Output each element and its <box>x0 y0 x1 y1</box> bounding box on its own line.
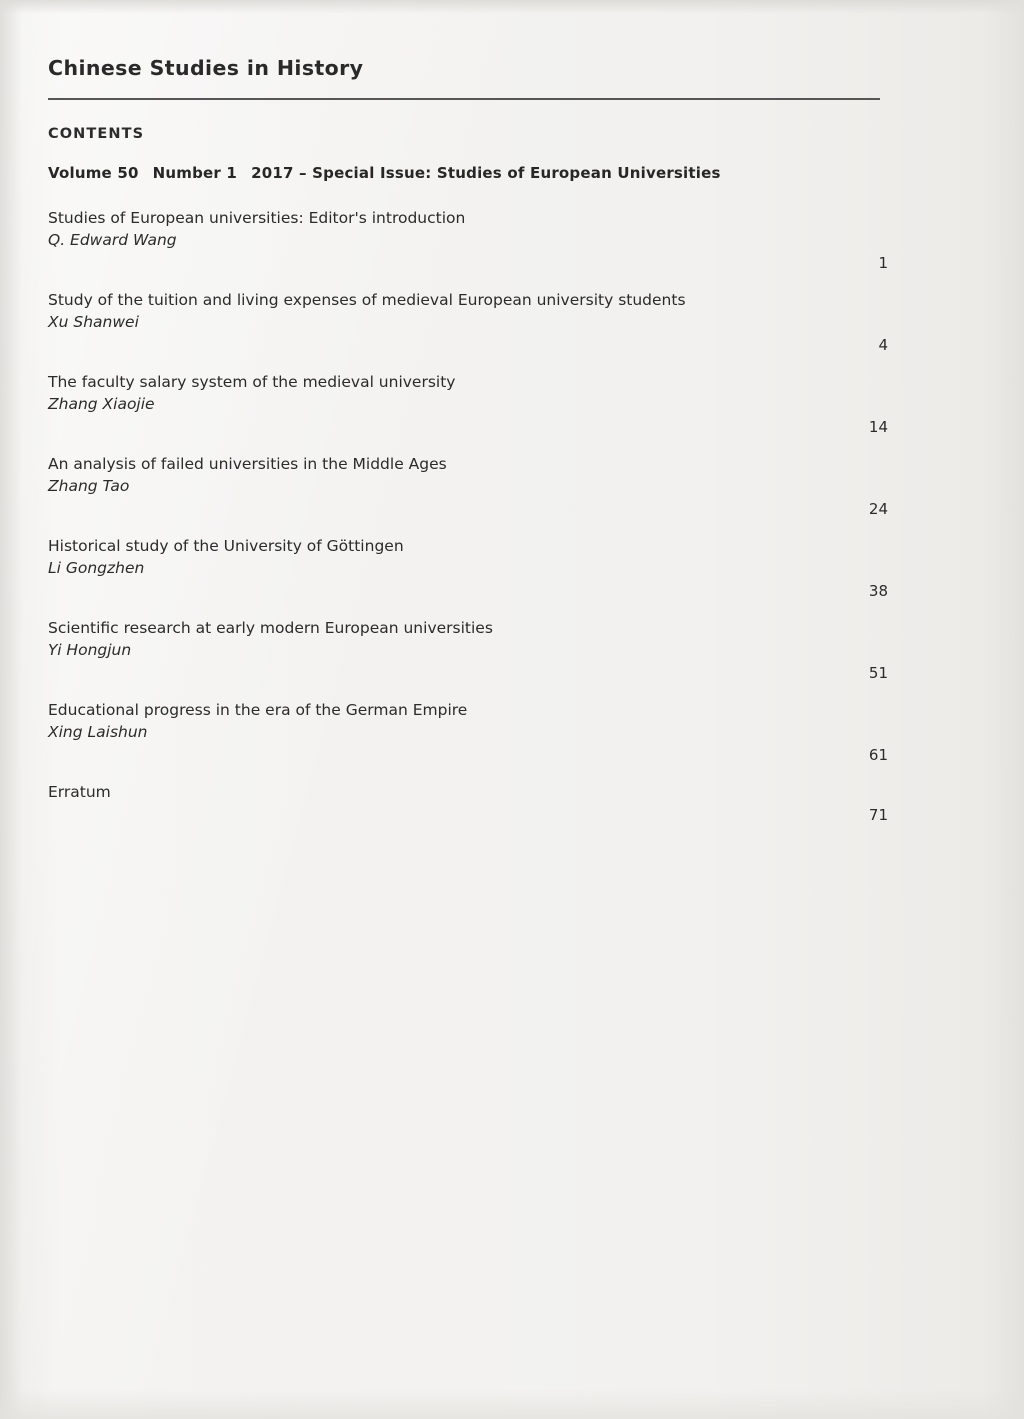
toc-entry-title: An analysis of failed universities in the Middle Ages <box>48 454 447 473</box>
toc-entry-author: Li Gongzhen <box>48 559 145 578</box>
toc-entry-title: Historical study of the University of Göttingen <box>48 536 404 555</box>
contents-heading: CONTENTS <box>48 125 145 142</box>
toc-entry-page: 1 <box>878 253 888 272</box>
toc-entry-author: Xing Laishun <box>48 723 148 742</box>
page-edge-bottom <box>0 1389 1024 1419</box>
toc-entry-author: Zhang Tao <box>48 477 130 496</box>
journal-title: Chinese Studies in History <box>48 56 364 80</box>
toc-entry-title: Erratum <box>48 782 111 801</box>
toc-entry[interactable] <box>48 290 888 354</box>
toc-entry-author: Zhang Xiaojie <box>48 395 155 414</box>
page-edge-right <box>984 0 1024 1419</box>
page-edge-top <box>0 0 1024 14</box>
toc-entry-page: 4 <box>878 335 888 354</box>
issue-detail: 2017 – Special Issue: Studies of European Universities <box>251 163 721 182</box>
toc-entry-page: 71 <box>868 805 888 824</box>
toc-entry-title: Scientific research at early modern European universities <box>48 618 493 637</box>
toc-entry[interactable] <box>48 208 888 272</box>
toc-entry[interactable] <box>48 454 888 518</box>
toc-entry[interactable] <box>48 372 888 436</box>
toc-entry[interactable] <box>48 700 888 764</box>
header-rule <box>48 98 880 100</box>
issue-line <box>48 164 888 182</box>
toc-entry-page: 14 <box>868 417 888 436</box>
page-edge-left <box>0 0 22 1419</box>
toc-entry[interactable] <box>48 536 888 600</box>
toc-entry[interactable] <box>48 618 888 682</box>
toc-entry-title: Studies of European universities: Editor's introduction <box>48 208 466 227</box>
toc-entry-title: Study of the tuition and living expenses of medieval European university students <box>48 290 686 309</box>
toc-entry-author: Yi Hongjun <box>48 641 132 660</box>
toc-entry-page: 61 <box>868 745 888 764</box>
table-of-contents <box>48 208 888 824</box>
toc-entry-title: The faculty salary system of the medieval university <box>48 372 456 391</box>
issue-number: Number 1 <box>152 163 238 182</box>
toc-entry-author: Q. Edward Wang <box>48 231 177 250</box>
toc-entry-page: 24 <box>868 499 888 518</box>
toc-entry-page: 38 <box>868 581 888 600</box>
toc-entry[interactable] <box>48 782 888 824</box>
toc-entry-page: 51 <box>868 663 888 682</box>
issue-volume: Volume 50 <box>48 163 139 182</box>
toc-entry-title: Educational progress in the era of the German Empire <box>48 700 468 719</box>
page-content <box>48 56 888 838</box>
toc-entry-author: Xu Shanwei <box>48 313 139 332</box>
